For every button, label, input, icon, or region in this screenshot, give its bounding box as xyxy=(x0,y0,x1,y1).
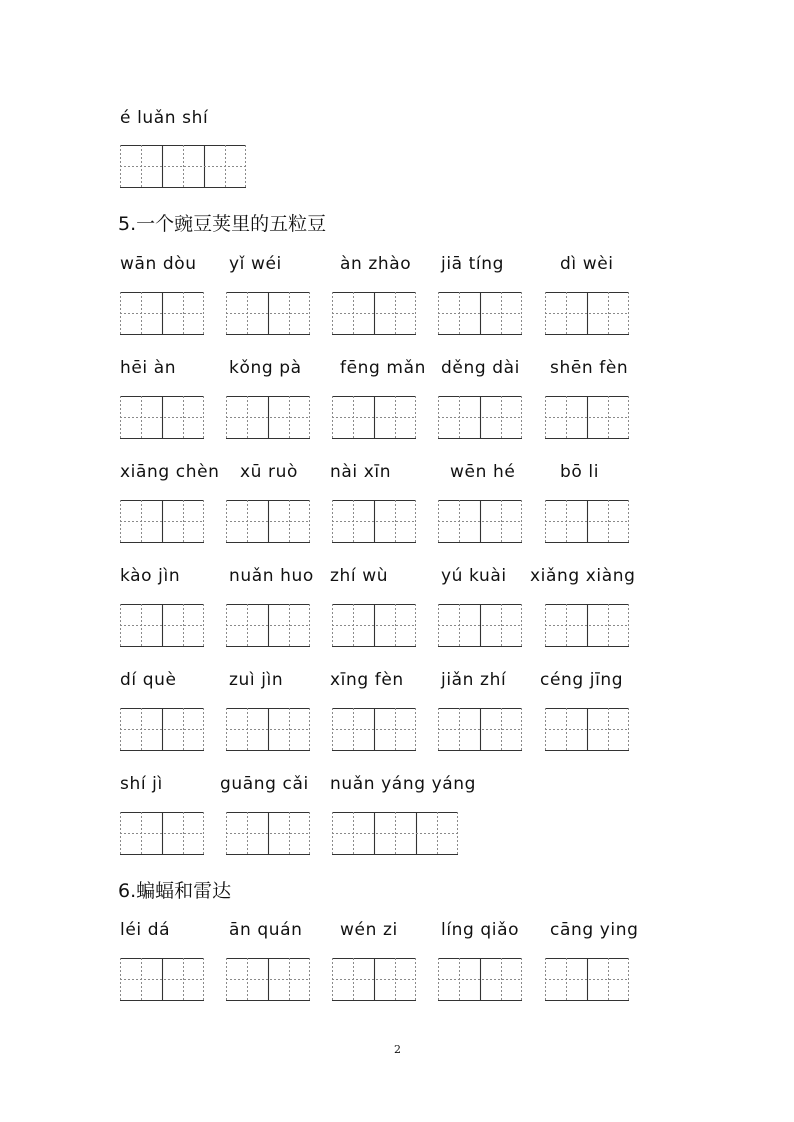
writing-grid xyxy=(332,500,417,543)
writing-grid xyxy=(226,604,311,647)
writing-grid xyxy=(226,292,311,335)
writing-grid xyxy=(332,396,417,439)
writing-grid xyxy=(120,958,205,1001)
pinyin-label: xiǎng xiàng xyxy=(530,566,636,586)
pinyin-label: yǐ wéi xyxy=(229,254,282,274)
pinyin-label: nuǎn huo xyxy=(229,566,314,586)
writing-grid xyxy=(332,812,459,855)
pinyin-label: wén zi xyxy=(340,920,398,940)
writing-grid xyxy=(545,708,630,751)
writing-grid xyxy=(120,292,205,335)
writing-grid xyxy=(226,812,311,855)
pinyin-label: kào jìn xyxy=(120,566,181,586)
pinyin-label: wēn hé xyxy=(450,462,516,482)
pinyin-label: léi dá xyxy=(120,920,171,940)
pinyin-label: àn zhào xyxy=(340,254,412,274)
pinyin-label: nuǎn yáng yáng xyxy=(330,774,477,794)
pinyin-label: bō li xyxy=(560,462,600,482)
page-number: 2 xyxy=(394,1043,401,1056)
writing-grid xyxy=(120,500,205,543)
section-heading: 5.一个豌豆荚里的五粒豆 xyxy=(118,213,327,235)
pinyin-label: jiǎn zhí xyxy=(441,670,507,690)
writing-grid xyxy=(332,708,417,751)
writing-grid xyxy=(438,708,523,751)
pinyin-label: nài xīn xyxy=(330,462,392,482)
pinyin-label: guāng cǎi xyxy=(220,774,309,794)
writing-grid xyxy=(226,500,311,543)
pinyin-label: shí jì xyxy=(120,774,163,794)
pinyin-label: ān quán xyxy=(229,920,303,940)
pinyin-label: fēng mǎn xyxy=(340,358,426,378)
writing-grid xyxy=(332,958,417,1001)
pinyin-label: é luǎn shí xyxy=(120,108,209,128)
pinyin-label: cāng ying xyxy=(550,920,639,940)
writing-grid xyxy=(545,396,630,439)
pinyin-label: kǒng pà xyxy=(229,358,302,378)
pinyin-label: wān dòu xyxy=(120,254,197,274)
writing-grid xyxy=(545,292,630,335)
writing-grid xyxy=(438,396,523,439)
pinyin-label: yú kuài xyxy=(441,566,507,586)
pinyin-label: líng qiǎo xyxy=(441,920,520,940)
pinyin-label: jiā tíng xyxy=(441,254,505,274)
writing-grid xyxy=(545,958,630,1001)
writing-grid xyxy=(226,396,311,439)
writing-grid xyxy=(120,396,205,439)
pinyin-label: xiāng chèn xyxy=(120,462,220,482)
writing-grid xyxy=(438,292,523,335)
writing-grid xyxy=(332,604,417,647)
pinyin-label: dí què xyxy=(120,670,177,690)
section-heading: 6.蝙蝠和雷达 xyxy=(118,880,232,902)
writing-grid xyxy=(226,958,311,1001)
pinyin-label: děng dài xyxy=(441,358,520,378)
pinyin-label: shēn fèn xyxy=(550,358,629,378)
writing-grid xyxy=(120,812,205,855)
pinyin-label: hēi àn xyxy=(120,358,177,378)
writing-grid xyxy=(226,708,311,751)
writing-grid xyxy=(438,500,523,543)
writing-grid xyxy=(120,604,205,647)
writing-grid xyxy=(438,958,523,1001)
writing-grid xyxy=(120,708,205,751)
pinyin-label: zuì jìn xyxy=(229,670,284,690)
writing-grid xyxy=(438,604,523,647)
pinyin-label: xīng fèn xyxy=(330,670,404,690)
writing-grid xyxy=(545,604,630,647)
writing-grid xyxy=(332,292,417,335)
pinyin-label: zhí wù xyxy=(330,566,389,586)
writing-grid xyxy=(120,145,247,188)
writing-grid xyxy=(545,500,630,543)
pinyin-label: céng jīng xyxy=(540,670,624,690)
pinyin-label: xū ruò xyxy=(240,462,299,482)
pinyin-label: dì wèi xyxy=(560,254,614,274)
